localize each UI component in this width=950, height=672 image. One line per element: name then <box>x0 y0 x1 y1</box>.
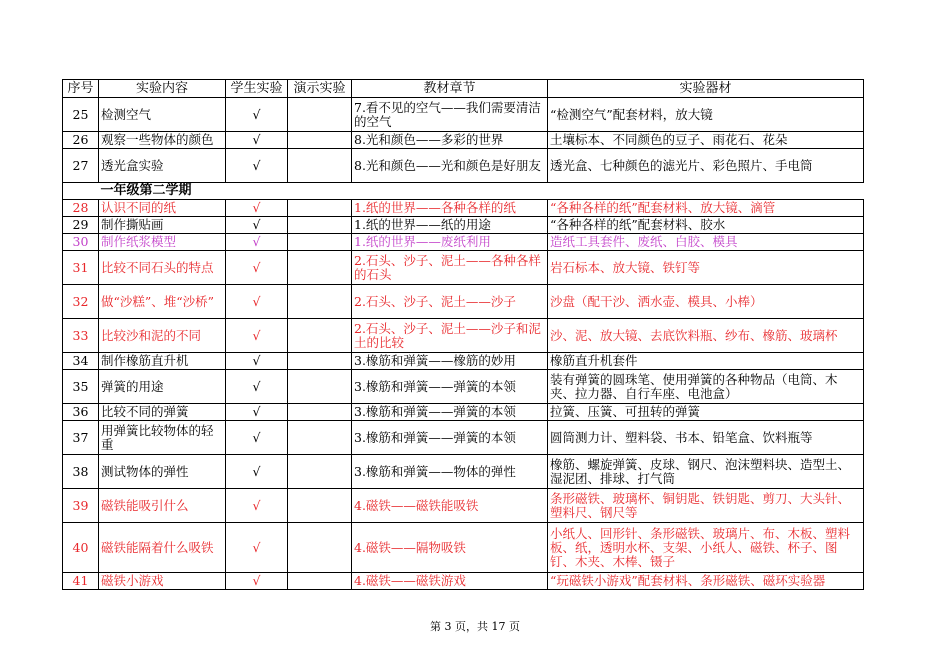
table-row <box>63 421 864 455</box>
cell-chapter: 1.纸的世界——各种各样的纸 <box>352 200 548 217</box>
table-row <box>63 404 864 421</box>
cell-demo <box>288 421 352 455</box>
cell-no: 31 <box>63 251 99 285</box>
header-student: 学生实验 <box>226 80 288 98</box>
cell-demo <box>288 217 352 234</box>
cell-content: 磁铁小游戏 <box>99 573 226 590</box>
cell-content: 制作纸浆模型 <box>99 234 226 251</box>
cell-student-check: √ <box>226 319 288 353</box>
cell-demo <box>288 251 352 285</box>
cell-no: 27 <box>63 149 99 183</box>
cell-no: 36 <box>63 404 99 421</box>
table-row <box>63 285 864 319</box>
cell-chapter: 4.磁铁——隔物吸铁 <box>352 523 548 573</box>
header-equipment: 实验器材 <box>548 80 864 98</box>
cell-student-check: √ <box>226 200 288 217</box>
cell-student-check: √ <box>226 523 288 573</box>
table-row <box>63 489 864 523</box>
cell-equipment: “各种各样的纸”配套材料、胶水 <box>548 217 864 234</box>
cell-content: 用弹簧比较物体的轻重 <box>99 421 226 455</box>
header-chapter: 教材章节 <box>352 80 548 98</box>
cell-no: 35 <box>63 370 99 404</box>
experiment-table <box>62 79 864 590</box>
cell-no: 25 <box>63 98 99 132</box>
cell-chapter: 2.石头、沙子、泥土——沙子 <box>352 285 548 319</box>
cell-no: 32 <box>63 285 99 319</box>
cell-chapter: 2.石头、沙子、泥土——各种各样的石头 <box>352 251 548 285</box>
table-row <box>63 98 864 132</box>
cell-student-check: √ <box>226 98 288 132</box>
cell-equipment: 拉簧、压簧、可扭转的弹簧 <box>548 404 864 421</box>
table-row <box>63 353 864 370</box>
header-row <box>63 80 864 98</box>
page-footer: 第 3 页，共 17 页 <box>430 620 520 633</box>
section-row <box>63 183 864 200</box>
cell-equipment: 岩石标本、放大镜、铁钉等 <box>548 251 864 285</box>
cell-student-check: √ <box>226 149 288 183</box>
cell-no: 33 <box>63 319 99 353</box>
table-row <box>63 251 864 285</box>
cell-equipment: 造纸工具套件、废纸、白胶、模具 <box>548 234 864 251</box>
cell-chapter: 3.橡筋和弹簧——弹簧的本领 <box>352 421 548 455</box>
cell-student-check: √ <box>226 353 288 370</box>
cell-content: 制作橡筋直升机 <box>99 353 226 370</box>
cell-chapter: 1.纸的世界——废纸利用 <box>352 234 548 251</box>
table-row <box>63 573 864 590</box>
cell-demo <box>288 370 352 404</box>
cell-content: 做“沙糕”、堆“沙桥” <box>99 285 226 319</box>
cell-content: 比较沙和泥的不同 <box>99 319 226 353</box>
cell-equipment: 小纸人、回形针、条形磁铁、玻璃片、布、木板、塑料板、纸，透明水杯、支架、小纸人、磁铁、杯子、图钉、木夹、木棒、镊子 <box>548 523 864 573</box>
cell-content: 磁铁能吸引什么 <box>99 489 226 523</box>
cell-chapter: 3.橡筋和弹簧——弹簧的本领 <box>352 370 548 404</box>
cell-no: 40 <box>63 523 99 573</box>
cell-equipment: 橡筋直升机套件 <box>548 353 864 370</box>
cell-content: 测试物体的弹性 <box>99 455 226 489</box>
table-row <box>63 149 864 183</box>
cell-demo <box>288 455 352 489</box>
cell-student-check: √ <box>226 421 288 455</box>
cell-content: 磁铁能隔着什么吸铁 <box>99 523 226 573</box>
cell-demo <box>288 404 352 421</box>
cell-equipment: 装有弹簧的圆珠笔、使用弹簧的各种物品（电筒、木夹、拉力器、自行车座、电池盒） <box>548 370 864 404</box>
cell-equipment: 沙盘（配干沙、洒水壶、模具、小棒） <box>548 285 864 319</box>
cell-demo <box>288 132 352 149</box>
cell-student-check: √ <box>226 285 288 319</box>
cell-equipment: 土壤标本、不同颜色的豆子、雨花石、花朵 <box>548 132 864 149</box>
cell-chapter: 4.磁铁——磁铁游戏 <box>352 573 548 590</box>
cell-student-check: √ <box>226 404 288 421</box>
cell-chapter: 3.橡筋和弹簧——物体的弹性 <box>352 455 548 489</box>
cell-demo <box>288 353 352 370</box>
cell-student-check: √ <box>226 370 288 404</box>
cell-content: 弹簧的用途 <box>99 370 226 404</box>
cell-student-check: √ <box>226 132 288 149</box>
cell-equipment: 沙、泥、放大镜、去底饮料瓶、纱布、橡筋、玻璃杯 <box>548 319 864 353</box>
cell-demo <box>288 489 352 523</box>
cell-demo <box>288 523 352 573</box>
table-row <box>63 523 864 573</box>
header-no: 序号 <box>63 80 99 98</box>
cell-student-check: √ <box>226 455 288 489</box>
cell-no: 41 <box>63 573 99 590</box>
cell-no: 29 <box>63 217 99 234</box>
cell-chapter: 1.纸的世界——纸的用途 <box>352 217 548 234</box>
table-row <box>63 455 864 489</box>
cell-student-check: √ <box>226 234 288 251</box>
cell-demo <box>288 234 352 251</box>
cell-chapter: 8.光和颜色——多彩的世界 <box>352 132 548 149</box>
cell-no: 30 <box>63 234 99 251</box>
cell-no: 37 <box>63 421 99 455</box>
cell-demo <box>288 319 352 353</box>
cell-content: 比较不同的弹簧 <box>99 404 226 421</box>
header-demo: 演示实验 <box>288 80 352 98</box>
cell-equipment: “检测空气”配套材料，放大镜 <box>548 98 864 132</box>
cell-content: 观察一些物体的颜色 <box>99 132 226 149</box>
cell-demo <box>288 573 352 590</box>
cell-equipment: 橡筋、螺旋弹簧、皮球、钢尺、泡沫塑料块、造型土、湿泥团、排球、打气筒 <box>548 455 864 489</box>
cell-no: 39 <box>63 489 99 523</box>
table-row <box>63 200 864 217</box>
cell-equipment: 圆筒测力计、塑料袋、书本、铅笔盒、饮料瓶等 <box>548 421 864 455</box>
section-title: 一年级第二学期 <box>100 183 192 198</box>
cell-chapter: 8.光和颜色——光和颜色是好朋友 <box>352 149 548 183</box>
cell-equipment: 透光盒、七种颜色的滤光片、彩色照片、手电筒 <box>548 149 864 183</box>
cell-equipment: 条形磁铁、玻璃杯、铜钥匙、铁钥匙、剪刀、大头针、塑料尺、钢尺等 <box>548 489 864 523</box>
cell-student-check: √ <box>226 573 288 590</box>
cell-chapter: 3.橡筋和弹簧——弹簧的本领 <box>352 404 548 421</box>
table-row <box>63 319 864 353</box>
cell-demo <box>288 149 352 183</box>
table-row <box>63 132 864 149</box>
header-content: 实验内容 <box>99 80 226 98</box>
cell-content: 透光盒实验 <box>99 149 226 183</box>
cell-student-check: √ <box>226 251 288 285</box>
cell-demo <box>288 285 352 319</box>
cell-content: 检测空气 <box>99 98 226 132</box>
cell-demo <box>288 98 352 132</box>
cell-content: 认识不同的纸 <box>99 200 226 217</box>
cell-student-check: √ <box>226 217 288 234</box>
cell-content: 比较不同石头的特点 <box>99 251 226 285</box>
table-row <box>63 217 864 234</box>
table-row <box>63 370 864 404</box>
table-row <box>63 234 864 251</box>
cell-chapter: 4.磁铁——磁铁能吸铁 <box>352 489 548 523</box>
cell-no: 26 <box>63 132 99 149</box>
cell-content: 制作撕贴画 <box>99 217 226 234</box>
cell-chapter: 7.看不见的空气——我们需要清洁的空气 <box>352 98 548 132</box>
cell-chapter: 2.石头、沙子、泥土——沙子和泥土的比较 <box>352 319 548 353</box>
cell-equipment: “各种各样的纸”配套材料、放大镜、滴管 <box>548 200 864 217</box>
cell-student-check: √ <box>226 489 288 523</box>
cell-no: 38 <box>63 455 99 489</box>
cell-chapter: 3.橡筋和弹簧——橡筋的妙用 <box>352 353 548 370</box>
cell-equipment: “玩磁铁小游戏”配套材料、条形磁铁、磁环实验器 <box>548 573 864 590</box>
cell-no: 34 <box>63 353 99 370</box>
cell-demo <box>288 200 352 217</box>
cell-no: 28 <box>63 200 99 217</box>
